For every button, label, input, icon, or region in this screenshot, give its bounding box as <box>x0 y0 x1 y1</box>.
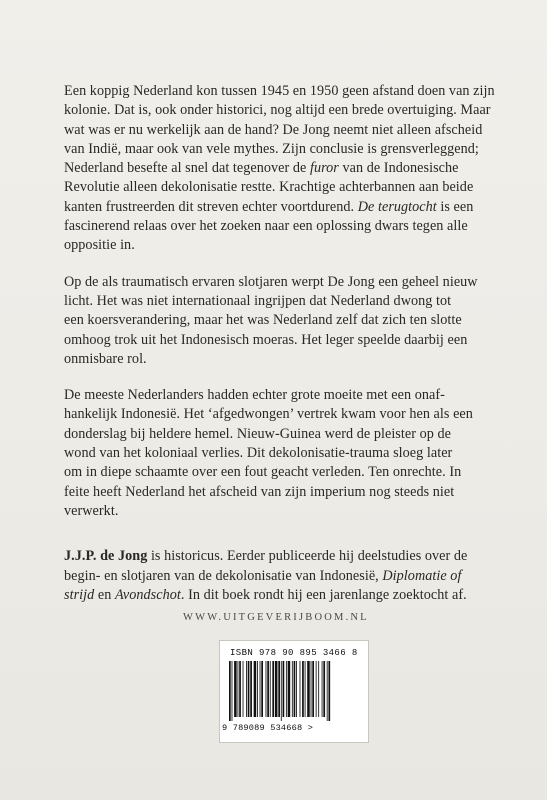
barcode-bar <box>294 661 296 717</box>
blurb-paragraph <box>64 386 496 521</box>
barcode-bar <box>266 661 267 717</box>
barcode-bar <box>229 661 231 721</box>
text-line <box>64 198 496 217</box>
publisher-url: WWW.UITGEVERIJBOOM.NL <box>183 612 369 623</box>
italic-text: strijd <box>64 586 95 603</box>
text-line <box>64 82 496 101</box>
barcode-bar <box>281 661 282 721</box>
text-line <box>64 547 496 566</box>
text-line <box>64 444 496 463</box>
italic-text: Diplomatie of <box>382 567 462 584</box>
text-line <box>64 405 496 424</box>
barcode-bar <box>239 661 241 717</box>
text-run: De meeste Nederlanders hadden echter grote moeite met een onaf- <box>64 387 445 404</box>
barcode-bar <box>305 661 306 717</box>
barcode-bar <box>267 661 269 717</box>
text-line <box>64 350 496 369</box>
text-run: om in diepe schaamte over een fout geacht verleden. Ten onrechte. In <box>64 464 462 481</box>
text-run: Revolutie alleen dekolonisatie restte. Krachtige achterbannen aan beide <box>64 179 474 196</box>
blurb-paragraph <box>64 82 496 256</box>
text-run: en <box>94 586 115 603</box>
text-line <box>64 483 496 502</box>
barcode-bar <box>275 661 278 717</box>
text-line <box>64 217 496 236</box>
barcode-bar <box>234 661 237 717</box>
barcode-bar <box>307 661 310 717</box>
barcode-bar <box>311 661 312 717</box>
text-line <box>64 386 496 405</box>
text-run: wat was er nu werkelijk aan de hand? De Jong neemt niet alleen afscheid <box>64 121 483 138</box>
text-run: is een <box>436 198 474 215</box>
barcode-bar <box>246 661 247 717</box>
text-run: . In dit boek rondt hij een jarenlange zoektocht af. <box>180 586 467 603</box>
author-bio-paragraph <box>64 547 496 605</box>
barcode-bar <box>328 661 330 721</box>
text-run: donderslag bij heldere hemel. Nieuw-Guinea werd de pleister op de <box>64 425 451 442</box>
text-run: oppositie in. <box>64 237 135 254</box>
barcode-bar <box>288 661 291 717</box>
italic-text: Avondschot <box>114 586 181 603</box>
italic-text: De terugtocht <box>357 198 437 215</box>
text-run: kanten frustreerden dit streven echter voortdurend. <box>64 198 358 215</box>
barcode-bar <box>327 661 328 721</box>
text-line <box>64 178 496 197</box>
text-run: een koersverandering, maar het was Nederland zelf dat zich ten slotte <box>64 312 462 329</box>
text-line <box>64 586 496 605</box>
barcode-bar <box>272 661 274 717</box>
text-run: Op de als traumatisch ervaren slotjaren werpt De Jong een geheel nieuw <box>64 273 478 290</box>
barcode-bar <box>243 661 244 717</box>
barcode-bar <box>302 661 304 717</box>
text-run: wond van het koloniaal verlies. Dit dekolonisatie-trauma sloeg later <box>64 445 453 462</box>
barcode-bar <box>248 661 250 717</box>
barcode-bar <box>300 661 301 717</box>
text-line <box>64 159 496 178</box>
text-run: hankelijk Indonesië. Het ‘afgedwongen’ vertrek kwam voor hen als een <box>64 406 473 423</box>
barcode-bar <box>318 661 319 717</box>
bold-text: J.J.P. de Jong <box>64 548 148 565</box>
text-run: Nederland besefte al snel dat tegenover de <box>64 160 310 177</box>
barcode-bar <box>316 661 317 717</box>
barcode-digits: 9 789089 534668 > <box>222 723 314 733</box>
barcode-bar <box>323 661 325 717</box>
text-run: kolonie. Dat is, ook onder historici, nog altijd een brede overtuiging. Maar <box>64 102 491 119</box>
italic-text: furor <box>309 160 339 177</box>
barcode-bar <box>312 661 314 717</box>
text-line <box>64 273 496 292</box>
barcode-bar <box>238 661 239 717</box>
text-line <box>64 311 496 330</box>
barcode-bar <box>286 661 287 717</box>
text-line <box>64 567 496 586</box>
text-line <box>64 292 496 311</box>
barcode-bar <box>261 661 263 717</box>
text-run: licht. Het was niet internationaal ingrijpen dat Nederland dwong tot <box>64 292 452 309</box>
barcode-bar <box>283 661 285 717</box>
barcode-bar <box>250 661 252 717</box>
isbn-number: ISBN 978 90 895 3466 8 <box>230 648 358 658</box>
barcode-bar <box>278 661 280 717</box>
barcode-bar <box>292 661 293 717</box>
barcode-bar <box>254 661 257 717</box>
text-run: is historicus. Eerder publiceerde hij deelstudies over de <box>147 548 468 565</box>
blurb-paragraph <box>64 273 496 369</box>
barcode-label <box>219 640 369 743</box>
barcode-bar <box>257 661 258 717</box>
text-line <box>64 502 496 521</box>
barcode-bar <box>232 661 233 721</box>
text-run: Een koppig Nederland kon tussen 1945 en 1950 geen afstand doen van zijn <box>64 83 495 99</box>
text-run: feite heeft Nederland het afscheid van zijn imperium nog steeds niet <box>64 483 455 500</box>
barcode-bar <box>322 661 323 717</box>
barcode-bar <box>270 661 271 717</box>
text-run: omhoog trok uit het Indonesisch moeras. Het leger speelde daarbij een <box>64 331 468 348</box>
text-run: fascinerend relaas over het zoeken naar een oplossing dwars tegen alle <box>64 218 468 235</box>
text-line <box>64 121 496 140</box>
barcode-bar <box>260 661 261 717</box>
blurb-text <box>64 82 496 622</box>
text-line <box>64 425 496 444</box>
text-line <box>64 140 496 159</box>
barcode-bars <box>227 661 361 721</box>
text-run: begin- en slotjaren van de dekolonisatie van Indonesië, <box>64 567 383 584</box>
text-run: verwerkt. <box>64 502 119 519</box>
barcode-bar <box>296 661 297 717</box>
text-line <box>64 101 496 120</box>
text-line <box>64 463 496 482</box>
text-run: van Indië, maar ook van vele mythes. Zijn conclusie is grensverleggend; <box>64 140 479 157</box>
text-run: onmisbare rol. <box>64 350 147 367</box>
text-line <box>64 236 496 255</box>
text-run: van de Indonesische <box>338 160 459 177</box>
text-line <box>64 331 496 350</box>
